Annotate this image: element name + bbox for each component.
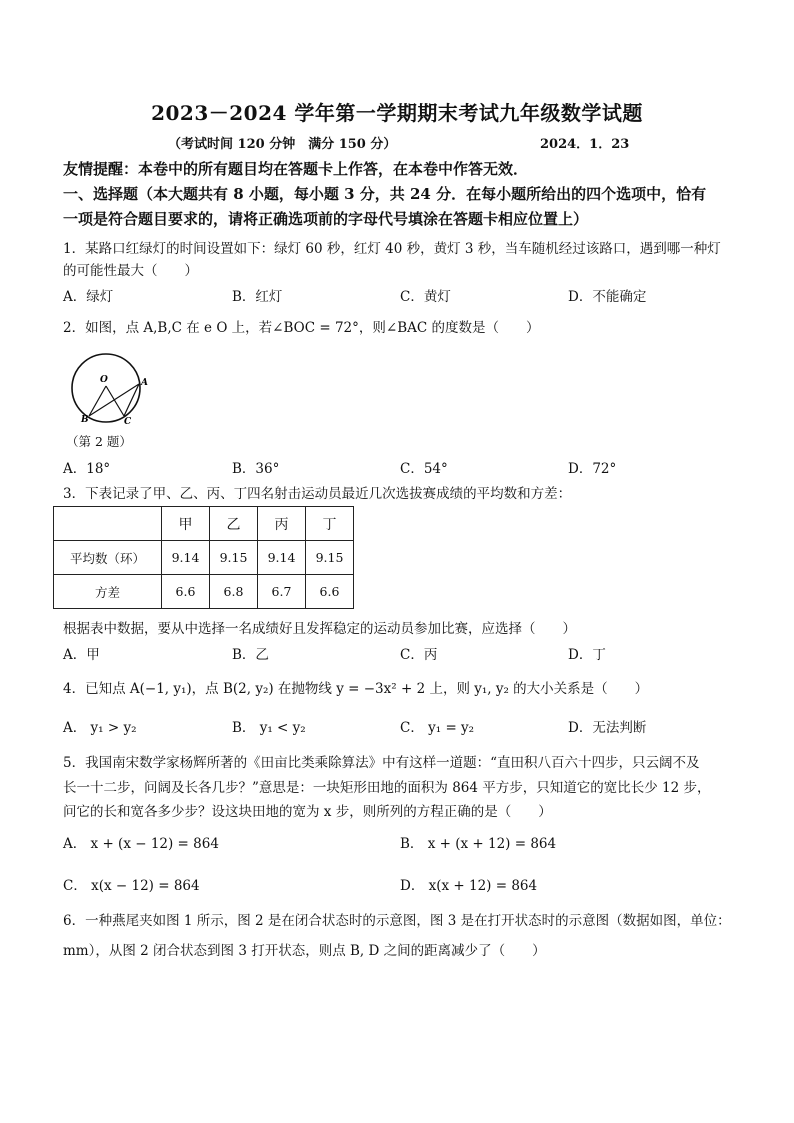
q4-option-d: D．无法判断	[568, 720, 647, 736]
q6-stem-line1: 6．一种燕尾夹如图 1 所示，图 2 是在闭合状态时的示意图，图 3 是在打开状态时的示意图（数据如图，单位：	[63, 913, 731, 929]
q6-stem-line2: mm），从图 2 闭合状态到图 3 打开状态，则点 B, D 之间的距离减少了（ ）	[63, 943, 546, 959]
q2-option-a: A．18°	[63, 461, 111, 477]
section-heading-line2: 一项是符合题目要求的，请将正确选项前的字母代号填涂在答题卡相应位置上）	[63, 210, 589, 228]
circle-o	[72, 354, 140, 422]
q1-stem-line2: 的可能性最大（ ）	[63, 263, 198, 279]
page-title: 2023－2024 学年第一学期期末考试九年级数学试题	[151, 101, 643, 125]
table-cell: 9.14	[258, 541, 306, 575]
table-cell: 6.8	[210, 575, 258, 609]
q4-option-c: C． y₁ = y₂	[400, 720, 475, 736]
table-cell: 方差	[54, 575, 162, 609]
q3-option-b: B．乙	[232, 647, 269, 663]
q3-option-a: A．甲	[63, 647, 100, 663]
q1-option-c: C．黄灯	[400, 289, 451, 305]
table-cell: 9.14	[162, 541, 210, 575]
exam-info: （考试时间 120 分钟 满分 150 分）	[168, 137, 397, 152]
q4-stem: 4．已知点 A(−1, y₁)，点 B(2, y₂) 在抛物线 y = −3x² + 2 上，则 y₁, y₂ 的大小关系是（ ）	[63, 681, 649, 697]
table-header-cell: 乙	[210, 507, 258, 541]
q1-option-a: A．绿灯	[63, 289, 114, 305]
label-o: O	[100, 375, 108, 385]
q5-stem-line1: 5．我国南宋数学家杨辉所著的《田亩比类乘除算法》中有这样一道题：“直田积八百六十四步，只云阔不及	[63, 755, 700, 771]
q2-option-b: B．36°	[232, 461, 280, 477]
exam-date: 2024．1．23	[540, 137, 630, 152]
label-c: C	[124, 417, 132, 426]
table-header-cell: 甲	[162, 507, 210, 541]
q2-option-d: D．72°	[568, 461, 617, 477]
q2-option-c: C．54°	[400, 461, 448, 477]
q5-option-b: B． x + (x + 12) = 864	[400, 836, 557, 852]
table-header-cell: 丙	[258, 507, 306, 541]
notice: 友情提醒：本卷中的所有题目均在答题卡上作答，在本卷中作答无效．	[63, 160, 529, 178]
score-table	[53, 506, 354, 609]
table-header-row	[54, 507, 354, 541]
segment-oc	[106, 386, 124, 416]
q5-option-d: D． x(x + 12) = 864	[400, 878, 538, 894]
q5-stem-line3: 问它的长和宽各多少步？设这块田地的宽为 x 步，则所列的方程正确的是（ ）	[63, 804, 552, 820]
table-cell: 6.6	[306, 575, 354, 609]
q1-stem-line1: 1．某路口红绿灯的时间设置如下：绿灯 60 秒，红灯 40 秒，黄灯 3 秒，当车随机经过该路口，遇到哪一种灯	[63, 241, 721, 257]
label-a: A	[141, 378, 148, 388]
q2-figure-caption: （第 2 题）	[66, 434, 132, 449]
q2-stem: 2．如图，点 A,B,C 在 e O 上，若∠BOC = 72°，则∠BAC 的度数是（ ）	[63, 320, 540, 336]
q3-option-d: D．丁	[568, 647, 606, 663]
q3-stem: 3．下表记录了甲、乙、丙、丁四名射击运动员最近几次选拔赛成绩的平均数和方差：	[63, 486, 572, 502]
table-cell: 9.15	[210, 541, 258, 575]
table-row	[54, 575, 354, 609]
table-cell: 平均数（环）	[54, 541, 162, 575]
table-header-cell	[54, 507, 162, 541]
section-heading-line1: 一、选择题（本大题共有 8 小题，每小题 3 分，共 24 分．在每小题所给出的四个选项中，恰有	[63, 185, 707, 203]
segment-ob	[89, 386, 106, 416]
q3-follow: 根据表中数据，要从中选择一名成绩好且发挥稳定的运动员参加比赛，应选择（ ）	[63, 621, 576, 637]
q2-circle-figure	[68, 350, 152, 426]
q1-option-d: D．不能确定	[568, 289, 647, 305]
table-row	[54, 541, 354, 575]
label-b: B	[81, 415, 89, 425]
q5-option-c: C． x(x − 12) = 864	[63, 878, 200, 894]
q5-option-a: A． x + (x − 12) = 864	[63, 836, 219, 852]
table-header-cell: 丁	[306, 507, 354, 541]
table-cell: 9.15	[306, 541, 354, 575]
q4-option-a: A． y₁ > y₂	[63, 720, 137, 736]
q3-option-c: C．丙	[400, 647, 438, 663]
q5-stem-line2: 长一十二步，问阔及长各几步？”意思是：一块矩形田地的面积为 864 平方步，只知道它的宽比长少 12 步，	[63, 780, 711, 796]
q4-option-b: B． y₁ < y₂	[232, 720, 306, 736]
q1-option-b: B．红灯	[232, 289, 283, 305]
table-cell: 6.7	[258, 575, 306, 609]
table-cell: 6.6	[162, 575, 210, 609]
